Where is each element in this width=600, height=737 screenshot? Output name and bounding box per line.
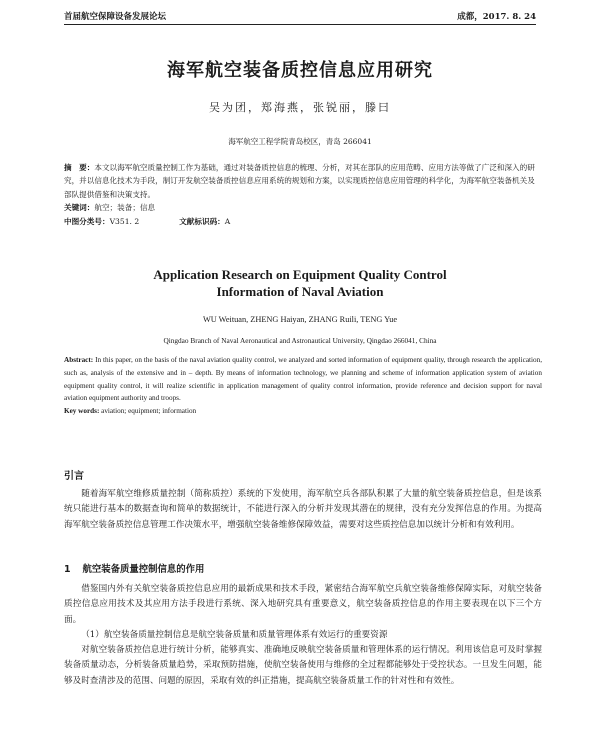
english-abstract-label: Abstract:	[64, 356, 94, 364]
header-conference: 首届航空保障设备发展论坛	[64, 12, 167, 22]
english-affiliation: Qingdao Branch of Naval Aeronautical and Astronautical University, Qingdao 266041, China	[163, 336, 437, 345]
section-1-body	[64, 582, 542, 689]
english-title-line-2: Information of Naval Aviation	[216, 284, 384, 299]
doc-code-value: A	[224, 216, 231, 226]
intro-paragraph: 随着海军航空维修质量控制（简称质控）系统的下发使用，海军航空兵各部队积累了大量的航空装备质控信息，但是该系统只能进行基本的数据查询和简单的数据统计，不能进行深入的分析并发现其潜在的规律，没有充分发挥信息的作用。为提高海军航空装备质控信息管理工作决策水平，增强航空装备维修保障效益，需要对这些质控信息加以统计分析和有效利用。	[64, 489, 542, 530]
clc-label: 中图分类号：	[64, 216, 110, 226]
doc-code-label: 文献标识码：	[179, 216, 225, 226]
abstract-label: 摘 要：	[64, 163, 95, 172]
chinese-abstract	[64, 161, 542, 201]
header-place-date: 成都，2017. 8. 24	[457, 12, 536, 22]
section-1-title: 航空装备质量控制信息的作用	[82, 564, 205, 575]
header-rule	[64, 24, 536, 25]
english-abstract-text: In this paper, on the basis of the naval aviation quality control, we analyzed and sorted information of equipment quality, through research the application, such as, analysis of the extensive and in – depth. By means of information technology, we planning and scheme of information application system of aviation equipment quality control, it will realize scientific in application management of quality control information, provide reference and decision support for naval aviation equipment authority and troops.	[64, 356, 542, 403]
english-title-line-1: Application Research on Equipment Quality Control	[153, 267, 447, 282]
chinese-title: 海军航空装备质控信息应用研究	[167, 60, 433, 81]
clc-value: V351. 2	[109, 216, 140, 226]
chinese-keywords	[64, 201, 542, 214]
chinese-abstract-block	[64, 161, 542, 228]
section-1-paragraph-1: 借鉴国内外有关航空装备质控信息应用的最新成果和技术手段，紧密结合海军航空兵航空装备维修保障实际，对航空装备质控信息应用技术及其应用方法手段进行系统、深入地研究具有重要意义，航空装备质控信息的作用主要表现在以下三个方面。	[64, 584, 542, 625]
section-1-item-1: （1）航空装备质量控制信息是航空装备质量和质量管理体系有效运行的重要资源	[81, 629, 388, 640]
english-keywords-label: Key words:	[64, 407, 100, 416]
chinese-authors: 吴为团，郑海燕，张锐丽，滕曰	[209, 101, 391, 114]
english-authors: WU Weituan, ZHENG Haiyan, ZHANG Ruili, TENG Yue	[202, 315, 398, 324]
keywords-label: 关键词：	[64, 203, 95, 213]
intro-body	[64, 487, 542, 533]
running-header	[64, 8, 536, 24]
english-keywords-text: aviation; equipment; information	[101, 407, 197, 416]
classification-line	[64, 215, 542, 228]
section-1-heading	[64, 561, 204, 575]
section-1-number: 1	[64, 564, 71, 575]
english-abstract	[64, 354, 542, 405]
keywords-text: 航空；装备；信息	[94, 203, 156, 213]
chinese-affiliation: 海军航空工程学院青岛校区，青岛 266041	[228, 137, 372, 146]
intro-heading: 引言	[64, 471, 84, 482]
english-keywords	[64, 405, 542, 418]
english-abstract-block	[64, 354, 542, 418]
section-1-paragraph-2: 对航空装备质控信息进行统计分析，能够真实、准确地反映航空装备质量和管理体系的运行情况。利用该信息可及时掌握装备质量动态，分析装备质量趋势，采取预防措施，使航空装备使用与维修的全过程都能够处于受控状态。一旦发生问题，能够及时查清涉及的范围、问题的原因，采取有效的纠正措施，提高航空装备质量工作的针对性和有效性。	[64, 645, 542, 686]
abstract-text: 本文以海军航空质量控制工作为基础，通过对装备质控信息的梳理、分析，对其在部队的应用范畴、应用方法等做了广泛和深入的研究，并以信息化技术为手段，制订开发航空装备质控信息应用系统的规划和方案，以实现质控信息应用管理的科学化，为海军航空装备机关及部队提供借鉴和决策支持。	[64, 163, 535, 199]
english-title	[0, 266, 600, 300]
